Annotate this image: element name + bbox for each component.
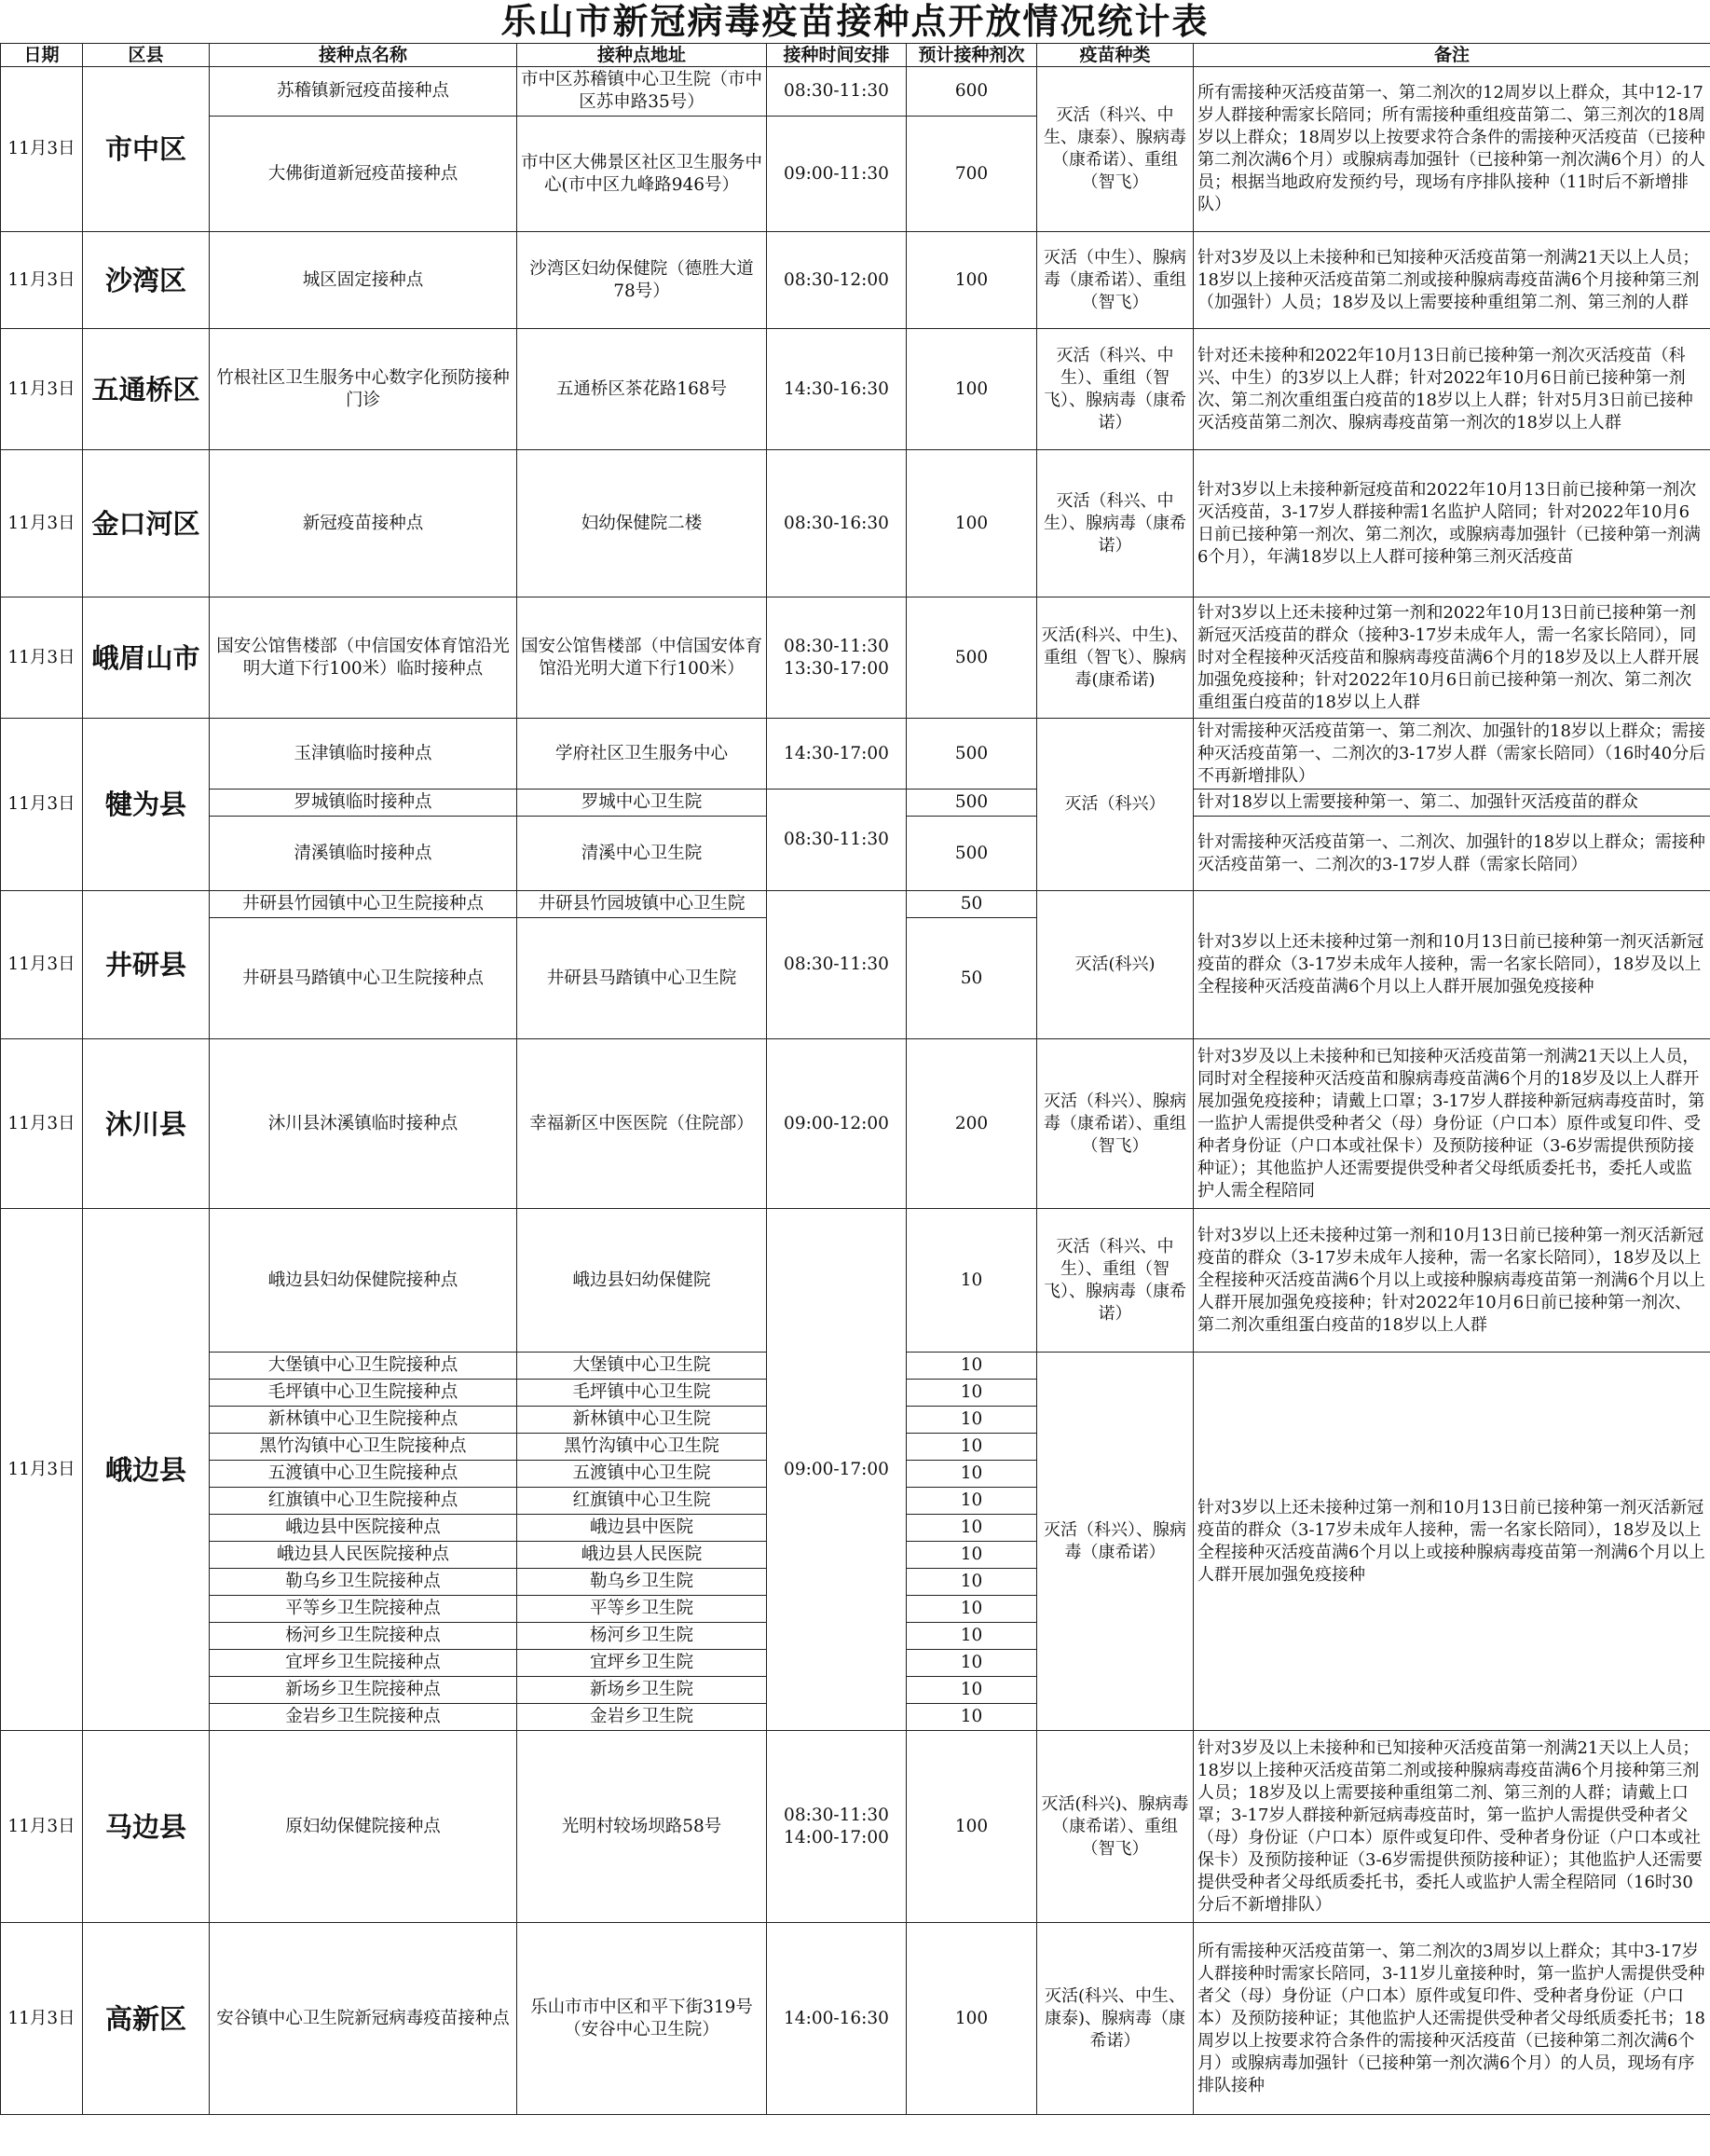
table-row <box>1 597 1710 719</box>
time-cell: 08:30-11:30 <box>767 891 907 1039</box>
time-cell: 08:30-16:30 <box>767 450 907 597</box>
date-cell: 11月3日 <box>1 1923 83 2115</box>
notes-cell: 针对3岁及以上未接种和已知接种灭活疫苗第一剂满21天以上人员，同时对全程接种灭活疫苗和腺病毒疫苗满6个月的18岁及以上人群开展加强免疫接种；请戴上口罩；3-17岁人群接种新冠病毒疫苗时，第一监护人需提供受种者父（母）身份证（户口本）原件或复印件、受种者身份证（户口本或社保卡）及预防接种证（3-6岁需提供预防接种证）；其他监护人还需要提供受种者父母纸质委托书，委托人或监护人需全程陪同 <box>1194 1039 1710 1209</box>
site-name-cell: 金岩乡卫生院接种点 <box>210 1704 517 1731</box>
doses-cell: 500 <box>907 597 1037 719</box>
site-address-cell: 杨河乡卫生院 <box>517 1623 767 1650</box>
header-site-name: 接种点名称 <box>210 44 517 67</box>
vaccine-type-cell: 灭活（科兴、中生）、重组（智飞）、腺病毒（康希诺） <box>1037 1209 1194 1353</box>
doses-cell: 10 <box>907 1407 1037 1434</box>
site-address-cell: 乐山市市中区和平下街319号（安谷中心卫生院） <box>517 1923 767 2115</box>
site-name-cell: 峨边县中医院接种点 <box>210 1515 517 1542</box>
site-name-cell: 井研县马踏镇中心卫生院接种点 <box>210 918 517 1039</box>
header-vaccine-type: 疫苗种类 <box>1037 44 1194 67</box>
site-address-cell: 国安公馆售楼部（中信国安体育馆沿光明大道下行100米） <box>517 597 767 719</box>
notes-cell: 针对3岁及以上未接种和已知接种灭活疫苗第一剂满21天以上人员；18岁以上接种灭活疫苗第二剂或接种腺病毒疫苗满6个月接种第三剂人员；18岁及以上需要接种重组第二剂、第三剂的人群；请戴上口罩；3-17岁人群接种新冠病毒疫苗时，第一监护人需提供受种者父（母）身份证（户口本）原件或复印件、受种者身份证（户口本或社保卡）及预防接种证（3-6岁需提供预防接种证）；其他监护人还需要提供受种者父母纸质委托书，委托人或监护人需全程陪同（16时30分后不新增排队） <box>1194 1731 1710 1923</box>
site-name-cell: 红旗镇中心卫生院接种点 <box>210 1488 517 1515</box>
site-name-cell: 杨河乡卫生院接种点 <box>210 1623 517 1650</box>
notes-cell: 所有需接种灭活疫苗第一、第二剂次的12周岁以上群众，其中12-17岁人群接种需家长陪同；所有需接种重组疫苗第二、第三剂次的18周岁以上群众；18周岁以上按要求符合条件的需接种灭活疫苗（已接种第二剂次满6个月）或腺病毒加强针（已接种第一剂次满6个月）的人员；根据当地政府发预约号，现场有序排队接种（11时后不新增排队） <box>1194 67 1710 232</box>
site-address-cell: 峨边县妇幼保健院 <box>517 1209 767 1353</box>
district-cell: 沐川县 <box>83 1039 210 1209</box>
site-address-cell: 平等乡卫生院 <box>517 1596 767 1623</box>
notes-cell: 针对3岁以上还未接种过第一剂和10月13日前已接种第一剂灭活新冠疫苗的群众（3-17岁未成年人接种，需一名家长陪同），18岁及以上全程接种灭活疫苗满6个月以上或接种腺病毒疫苗第一剂满6个月以上人群开展加强免疫接种 <box>1194 1353 1710 1731</box>
doses-cell: 50 <box>907 891 1037 918</box>
time-slot-afternoon: 13:30-17:00 <box>784 658 889 679</box>
table-row <box>1 1731 1710 1923</box>
site-name-cell: 玉津镇临时接种点 <box>210 719 517 790</box>
site-name-cell: 峨边县人民医院接种点 <box>210 1542 517 1569</box>
doses-cell: 100 <box>907 232 1037 329</box>
time-cell: 09:00-12:00 <box>767 1039 907 1209</box>
doses-cell: 10 <box>907 1353 1037 1380</box>
district-cell: 犍为县 <box>83 719 210 891</box>
site-address-cell: 罗城中心卫生院 <box>517 790 767 817</box>
table-row <box>1 450 1710 597</box>
date-cell: 11月3日 <box>1 450 83 597</box>
table-row <box>1 790 1710 817</box>
table-row <box>1 67 1710 117</box>
vaccine-type-cell: 灭活（中生）、腺病毒（康希诺）、重组（智飞） <box>1037 232 1194 329</box>
time-slot-morning: 08:30-11:30 <box>784 1805 889 1825</box>
site-address-cell: 沙湾区妇幼保健院（德胜大道78号） <box>517 232 767 329</box>
date-cell: 11月3日 <box>1 1731 83 1923</box>
date-cell: 11月3日 <box>1 1209 83 1731</box>
site-address-cell: 学府社区卫生服务中心 <box>517 719 767 790</box>
header-site-address: 接种点地址 <box>517 44 767 67</box>
site-name-cell: 大佛街道新冠疫苗接种点 <box>210 117 517 232</box>
doses-cell: 10 <box>907 1677 1037 1704</box>
time-cell <box>767 597 907 719</box>
vaccine-type-cell: 灭活(科兴) <box>1037 891 1194 1039</box>
district-cell: 市中区 <box>83 67 210 232</box>
site-address-cell: 新林镇中心卫生院 <box>517 1407 767 1434</box>
doses-cell: 500 <box>907 719 1037 790</box>
date-cell: 11月3日 <box>1 329 83 450</box>
time-slot-morning: 08:30-11:30 <box>784 636 889 656</box>
date-cell: 11月3日 <box>1 719 83 891</box>
site-name-cell: 安谷镇中心卫生院新冠病毒疫苗接种点 <box>210 1923 517 2115</box>
vaccination-sites-table <box>0 43 1710 2115</box>
doses-cell: 100 <box>907 1731 1037 1923</box>
site-name-cell: 清溪镇临时接种点 <box>210 817 517 891</box>
notes-cell: 针对18岁以上需要接种第一、第二、加强针灭活疫苗的群众 <box>1194 790 1710 817</box>
site-address-cell: 大堡镇中心卫生院 <box>517 1353 767 1380</box>
vaccine-type-cell: 灭活(科兴)、腺病毒（康希诺）、重组（智飞） <box>1037 1731 1194 1923</box>
date-cell: 11月3日 <box>1 1039 83 1209</box>
vaccine-type-cell: 灭活（科兴）、腺病毒（康希诺） <box>1037 1353 1194 1731</box>
time-slot-afternoon: 14:00-17:00 <box>784 1827 889 1847</box>
site-address-cell: 峨边县人民医院 <box>517 1542 767 1569</box>
site-name-cell: 竹根社区卫生服务中心数字化预防接种门诊 <box>210 329 517 450</box>
date-cell: 11月3日 <box>1 891 83 1039</box>
site-address-cell: 黑竹沟镇中心卫生院 <box>517 1434 767 1461</box>
district-cell: 五通桥区 <box>83 329 210 450</box>
header-date: 日期 <box>1 44 83 67</box>
table-row <box>1 719 1710 790</box>
site-address-cell: 五渡镇中心卫生院 <box>517 1461 767 1488</box>
time-cell <box>767 1731 907 1923</box>
doses-cell: 10 <box>907 1380 1037 1407</box>
page-title: 乐山市新冠病毒疫苗接种点开放情况统计表 <box>500 1 1210 42</box>
time-cell: 08:30-12:00 <box>767 232 907 329</box>
site-address-cell: 宜坪乡卫生院 <box>517 1650 767 1677</box>
notes-cell: 针对需接种灭活疫苗第一、第二剂次、加强针的18岁以上群众；需接种灭活疫苗第一、二剂次的3-17岁人群（需家长陪同）（16时40分后不再新增排队） <box>1194 719 1710 790</box>
district-cell: 沙湾区 <box>83 232 210 329</box>
date-cell: 11月3日 <box>1 67 83 232</box>
doses-cell: 10 <box>907 1569 1037 1596</box>
site-address-cell: 光明村较场坝路58号 <box>517 1731 767 1923</box>
site-name-cell: 新林镇中心卫生院接种点 <box>210 1407 517 1434</box>
site-name-cell: 原妇幼保健院接种点 <box>210 1731 517 1923</box>
notes-cell: 针对3岁及以上未接种和已知接种灭活疫苗第一剂满21天以上人员；18岁以上接种灭活疫苗第二剂或接种腺病毒疫苗满6个月接种第三剂（加强针）人员；18岁及以上需要接种重组第二剂、第三剂的人群 <box>1194 232 1710 329</box>
doses-cell: 10 <box>907 1488 1037 1515</box>
district-cell: 井研县 <box>83 891 210 1039</box>
notes-cell: 所有需接种灭活疫苗第一、第二剂次的3周岁以上群众；其中3-17岁人群接种时需家长陪同，3-11岁儿童接种时，第一监护人需提供受种者父（母）身份证（户口本）原件或复印件、受种者身份证（户口本）及预防接种证；其他监护人还需提供受种者父母纸质委托书；18周岁以上按要求符合条件的需接种灭活疫苗（已接种第二剂次满6个月）或腺病毒加强针（已接种第一剂次满6个月）的人员，现场有序排队接种 <box>1194 1923 1710 2115</box>
vaccine-type-cell: 灭活（科兴）、腺病毒（康希诺）、重组（智飞） <box>1037 1039 1194 1209</box>
time-cell: 08:30-11:30 <box>767 790 907 891</box>
doses-cell: 700 <box>907 117 1037 232</box>
site-address-cell: 峨边县中医院 <box>517 1515 767 1542</box>
site-name-cell: 大堡镇中心卫生院接种点 <box>210 1353 517 1380</box>
site-address-cell: 妇幼保健院二楼 <box>517 450 767 597</box>
doses-cell: 10 <box>907 1650 1037 1677</box>
site-address-cell: 新场乡卫生院 <box>517 1677 767 1704</box>
site-address-cell: 井研县马踏镇中心卫生院 <box>517 918 767 1039</box>
site-name-cell: 城区固定接种点 <box>210 232 517 329</box>
district-cell: 峨眉山市 <box>83 597 210 719</box>
site-address-cell: 五通桥区茶花路168号 <box>517 329 767 450</box>
date-cell: 11月3日 <box>1 232 83 329</box>
table-row <box>1 1209 1710 1353</box>
site-name-cell: 国安公馆售楼部（中信国安体育馆沿光明大道下行100米）临时接种点 <box>210 597 517 719</box>
vaccine-type-cell: 灭活(科兴、中生、康泰)、腺病毒（康希诺） <box>1037 1923 1194 2115</box>
site-address-cell: 市中区大佛景区社区卫生服务中心(市中区九峰路946号） <box>517 117 767 232</box>
site-address-cell: 毛坪镇中心卫生院 <box>517 1380 767 1407</box>
doses-cell: 10 <box>907 1623 1037 1650</box>
site-name-cell: 平等乡卫生院接种点 <box>210 1596 517 1623</box>
site-address-cell: 市中区苏稽镇中心卫生院（市中区苏申路35号） <box>517 67 767 117</box>
doses-cell: 10 <box>907 1515 1037 1542</box>
district-cell: 金口河区 <box>83 450 210 597</box>
time-cell: 09:00-11:30 <box>767 117 907 232</box>
doses-cell: 600 <box>907 67 1037 117</box>
date-cell: 11月3日 <box>1 597 83 719</box>
time-cell: 14:30-16:30 <box>767 329 907 450</box>
vaccine-type-cell: 灭活（科兴、中生）、重组（智飞）、腺病毒（康希诺） <box>1037 329 1194 450</box>
time-cell: 08:30-11:30 <box>767 67 907 117</box>
site-name-cell: 勒乌乡卫生院接种点 <box>210 1569 517 1596</box>
notes-cell: 针对需接种灭活疫苗第一、二剂次、加强针的18岁以上群众；需接种灭活疫苗第一、二剂次的3-17岁人群（需家长陪同） <box>1194 817 1710 891</box>
table-row <box>1 232 1710 329</box>
site-address-cell: 红旗镇中心卫生院 <box>517 1488 767 1515</box>
time-cell: 14:00-16:30 <box>767 1923 907 2115</box>
header-doses: 预计接种剂次 <box>907 44 1037 67</box>
vaccine-type-cell: 灭活（科兴、中生）、腺病毒（康希诺） <box>1037 450 1194 597</box>
site-address-cell: 勒乌乡卫生院 <box>517 1569 767 1596</box>
site-name-cell: 毛坪镇中心卫生院接种点 <box>210 1380 517 1407</box>
vaccine-type-cell: 灭活（科兴） <box>1037 719 1194 891</box>
doses-cell: 500 <box>907 790 1037 817</box>
header-notes: 备注 <box>1194 44 1710 67</box>
site-name-cell: 黑竹沟镇中心卫生院接种点 <box>210 1434 517 1461</box>
site-name-cell: 宜坪乡卫生院接种点 <box>210 1650 517 1677</box>
doses-cell: 100 <box>907 329 1037 450</box>
district-cell: 高新区 <box>83 1923 210 2115</box>
time-cell: 09:00-17:00 <box>767 1209 907 1731</box>
site-name-cell: 新冠疫苗接种点 <box>210 450 517 597</box>
site-name-cell: 峨边县妇幼保健院接种点 <box>210 1209 517 1353</box>
table-header-row <box>1 44 1710 67</box>
site-address-cell: 幸福新区中医医院（住院部） <box>517 1039 767 1209</box>
doses-cell: 200 <box>907 1039 1037 1209</box>
doses-cell: 10 <box>907 1596 1037 1623</box>
doses-cell: 10 <box>907 1461 1037 1488</box>
site-name-cell: 五渡镇中心卫生院接种点 <box>210 1461 517 1488</box>
vaccine-type-cell: 灭活（科兴、中生、康泰）、腺病毒（康希诺）、重组（智飞） <box>1037 67 1194 232</box>
site-name-cell: 井研县竹园镇中心卫生院接种点 <box>210 891 517 918</box>
district-cell: 峨边县 <box>83 1209 210 1731</box>
site-name-cell: 罗城镇临时接种点 <box>210 790 517 817</box>
site-address-cell: 井研县竹园坡镇中心卫生院 <box>517 891 767 918</box>
table-row <box>1 891 1710 918</box>
doses-cell: 100 <box>907 450 1037 597</box>
site-address-cell: 金岩乡卫生院 <box>517 1704 767 1731</box>
doses-cell: 50 <box>907 918 1037 1039</box>
doses-cell: 500 <box>907 817 1037 891</box>
district-cell: 马边县 <box>83 1731 210 1923</box>
header-time: 接种时间安排 <box>767 44 907 67</box>
doses-cell: 100 <box>907 1923 1037 2115</box>
notes-cell: 针对3岁以上还未接种过第一剂和2022年10月13日前已接种第一剂新冠灭活疫苗的群众（接种3-17岁未成年人，需一名家长陪同），同时对全程接种灭活疫苗和腺病毒疫苗满6个月的18岁及以上人群开展加强免疫接种；针对2022年10月6日前已接种第一剂次、第二剂次重组蛋白疫苗的18岁以上人群 <box>1194 597 1710 719</box>
doses-cell: 10 <box>907 1542 1037 1569</box>
site-address-cell: 清溪中心卫生院 <box>517 817 767 891</box>
table-row <box>1 1923 1710 2115</box>
table-row <box>1 329 1710 450</box>
time-cell: 14:30-17:00 <box>767 719 907 790</box>
doses-cell: 10 <box>907 1434 1037 1461</box>
table-row <box>1 1039 1710 1209</box>
doses-cell: 10 <box>907 1704 1037 1731</box>
site-name-cell: 苏稽镇新冠疫苗接种点 <box>210 67 517 117</box>
header-district: 区县 <box>83 44 210 67</box>
notes-cell: 针对还未接种和2022年10月13日前已接种第一剂次灭活疫苗（科兴、中生）的3岁以上人群；针对2022年10月6日前已接种第一剂次、第二剂次重组蛋白疫苗的18岁以上人群；针对5月3日前已接种灭活疫苗第二剂次、腺病毒疫苗第一剂次的18岁以上人群 <box>1194 329 1710 450</box>
notes-cell: 针对3岁以上未接种新冠疫苗和2022年10月13日前已接种第一剂次灭活疫苗，3-17岁人群接种需1名监护人陪同；针对2022年10月6日前已接种第一剂次、第二剂次，或腺病毒加强针（已接种第一剂满6个月），年满18岁以上人群可接种第三剂灭活疫苗 <box>1194 450 1710 597</box>
notes-cell: 针对3岁以上还未接种过第一剂和10月13日前已接种第一剂灭活新冠疫苗的群众（3-17岁未成年人接种，需一名家长陪同），18岁及以上全程接种灭活疫苗满6个月以上人群开展加强免疫接种 <box>1194 891 1710 1039</box>
vaccine-type-cell: 灭活(科兴、中生)、重组（智飞）、腺病毒(康希诺) <box>1037 597 1194 719</box>
doses-cell: 10 <box>907 1209 1037 1353</box>
site-name-cell: 沐川县沐溪镇临时接种点 <box>210 1039 517 1209</box>
notes-cell: 针对3岁以上还未接种过第一剂和10月13日前已接种第一剂灭活新冠疫苗的群众（3-17岁未成年人接种，需一名家长陪同），18岁及以上全程接种灭活疫苗满6个月以上或接种腺病毒疫苗第一剂满6个月以上人群开展加强免疫接种；针对2022年10月6日前已接种第一剂次、第二剂次重组蛋白疫苗的18岁以上人群 <box>1194 1209 1710 1353</box>
site-name-cell: 新场乡卫生院接种点 <box>210 1677 517 1704</box>
